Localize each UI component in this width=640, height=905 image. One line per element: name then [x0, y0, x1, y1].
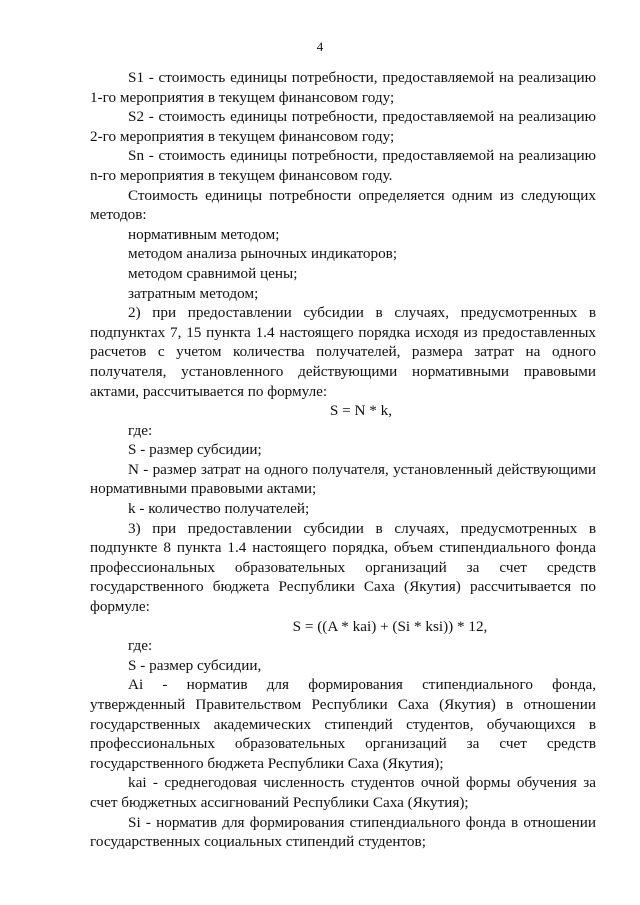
paragraph-clause-3: 3) при предоставлении субсидии в случаях, предусмотренных в подпункте 8 пункта 1.4 настоящего порядка, объем стипендиального фонда профессиональных образовательных организаций за счет средств государственного бюджета Республики Саха (Якутия) рассчитывается по формуле: [90, 519, 596, 616]
list-item-normative-method: нормативным методом; [128, 225, 280, 243]
formula-stipend-fund: S = ((A * kai) + (Si * ksi)) * 12, [292, 617, 488, 635]
paragraph-k-definition: k - количество получателей; [128, 500, 310, 518]
paragraph-sn-definition: Sn - стоимость единицы потребности, предоставляемой на реализацию n-го мероприятия в текущем финансовом году. [90, 147, 596, 184]
paragraph-s-definition-2: S - размер субсидии, [128, 656, 262, 674]
paragraph-where-1: где: [128, 421, 153, 439]
formula-s-equals-n-k: S = N * k, [329, 402, 393, 420]
list-item-comparable-price-method: методом сравнимой цены; [128, 264, 298, 282]
paragraph-n-definition: N - размер затрат на одного получателя, установленный действующими нормативными правовыми актами; [90, 460, 596, 498]
paragraph-where-2: где: [128, 637, 153, 655]
paragraph-si-definition: Si - норматив для формирования стипендиального фонда в отношении государственных социальных стипендий студентов; [90, 813, 596, 851]
paragraph-s1-definition: S1 - стоимость единицы потребности, предоставляемой на реализацию 1-го мероприятия в текущем финансовом году; [90, 69, 596, 106]
page-number: 4 [316, 39, 324, 54]
paragraph-ai-definition: Ai - норматив для формирования стипендиального фонда, утвержденный Правительством Республики Саха (Якутия) в отношении государственных академических стипендий студентов, обучающихся в профессиональных образовательных организаций за счет средств государственного бюджета Республики Саха (Якутия); [90, 676, 596, 772]
paragraph-methods-intro: Стоимость единицы потребности определяется одним из следующих методов: [90, 186, 596, 224]
paragraph-kai-definition: kai - среднегодовая численность студентов очной формы обучения за счет бюджетных ассигнований Республики Саха (Якутия); [90, 774, 596, 811]
paragraph-s2-definition: S2 - стоимость единицы потребности, предоставляемой на реализацию 2-го мероприятия в текущем финансовом году; [90, 108, 596, 145]
document-body [90, 68, 596, 852]
paragraph-clause-2: 2) при предоставлении субсидии в случаях, предусмотренных в подпунктах 7, 15 пункта 1.4 настоящего порядка исходя из предоставленных расчетов с учетом количества получателей, размера затрат на одного получателя, установленного действующими нормативными правовыми актами, рассчитывается по формуле: [90, 304, 596, 400]
list-item-cost-method: затратным методом; [128, 284, 259, 302]
list-item-market-indicators-method: методом анализа рыночных индикаторов; [128, 245, 398, 263]
paragraph-s-definition-1: S - размер субсидии; [128, 441, 262, 459]
